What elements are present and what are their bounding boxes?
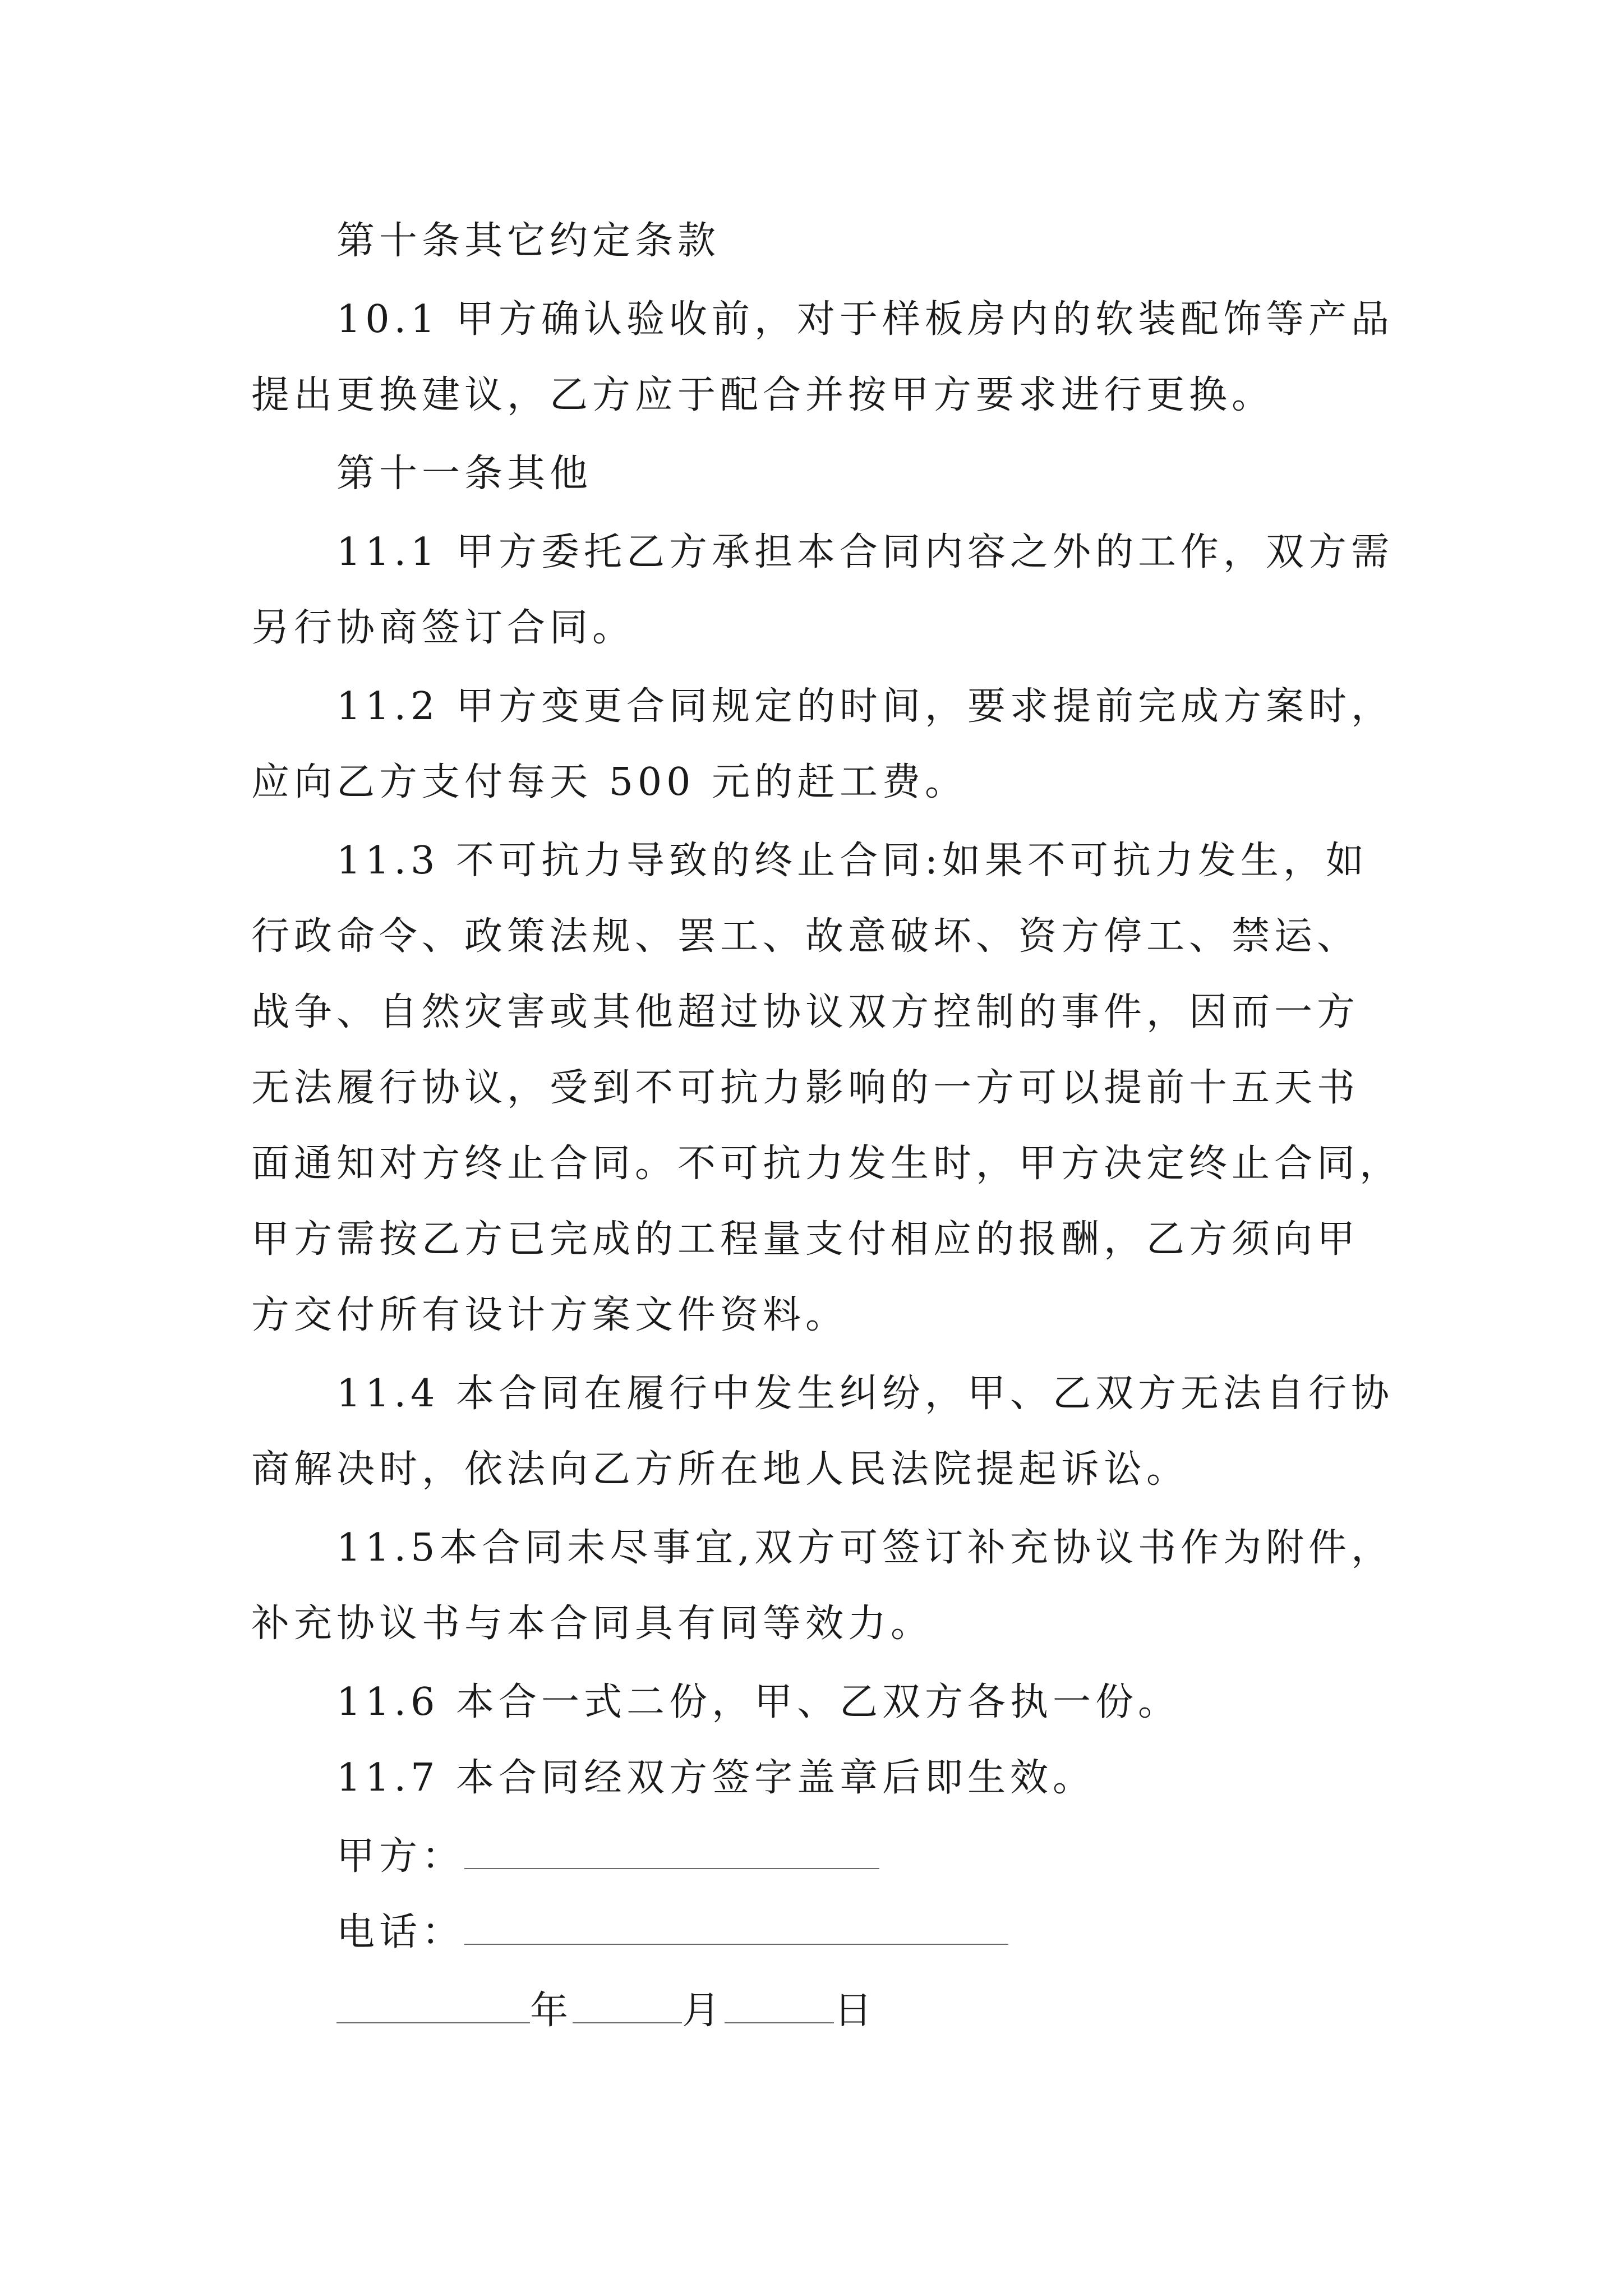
clause-11-3-line-6: 甲方需按乙方已完成的工程量支付相应的报酬，乙方须向甲 [251,1217,1360,1262]
phone-row [336,1907,1008,1958]
clause-11-5-line-1: 11.5本合同未尽事宜,双方可签订补充协议书作为附件， [336,1526,1394,1570]
year-blank[interactable] [336,1989,530,2023]
section-10-heading: 第十条其它约定条款 [336,219,721,263]
clause-11-7: 11.7 本合同经双方签字盖章后即生效。 [336,1756,1096,1800]
clause-10-1-line-1: 10.1 甲方确认验收前，对于样板房内的软装配饰等产品 [336,297,1394,342]
clause-11-5-line-2: 补充协议书与本合同具有同等效力。 [251,1602,934,1646]
day-label: 日 [834,1989,877,2033]
clause-11-3-line-4: 无法履行协议，受到不可抗力影响的一方可以提前十五天书 [251,1066,1360,1110]
phone-blank[interactable] [464,1910,1008,1945]
month-label: 月 [682,1989,725,2033]
day-blank[interactable] [725,1989,834,2023]
section-11-heading: 第十一条其他 [336,452,593,496]
clause-11-3-line-5: 面通知对方终止合同。不可抗力发生时，甲方决定终止合同， [251,1142,1403,1186]
clause-11-3-line-7: 方交付所有设计方案文件资料。 [251,1293,849,1337]
date-row [336,1986,877,2036]
party-a-label: 甲方： [336,1834,465,1879]
clause-10-1-line-2: 提出更换建议，乙方应于配合并按甲方要求进行更换。 [251,373,1275,417]
clause-11-3-line-3: 战争、自然灾害或其他超过协议双方控制的事件，因而一方 [251,990,1360,1034]
clause-11-1-line-2: 另行协商签订合同。 [251,606,635,650]
party-a-row [336,1832,879,1882]
clause-11-3-line-2: 行政命令、政策法规、罢工、故意破坏、资方停工、禁运、 [251,914,1360,959]
phone-label: 电话： [336,1910,465,1954]
clause-11-4-line-2: 商解决时，依法向乙方所在地人民法院提起诉讼。 [251,1447,1189,1492]
clause-11-2-line-2: 应向乙方支付每天 500 元的赶工费。 [251,760,968,804]
clause-11-1-line-1: 11.1 甲方委托乙方承担本合同内容之外的工作，双方需 [336,530,1394,574]
clause-11-3-line-1: 11.3 不可抗力导致的终止合同:如果不可抗力发生，如 [336,839,1368,883]
clause-11-6: 11.6 本合一式二份，甲、乙双方各执一份。 [336,1680,1181,1724]
month-blank[interactable] [573,1989,682,2023]
clause-11-2-line-1: 11.2 甲方变更合同规定的时间，要求提前完成方案时， [336,684,1394,729]
year-label: 年 [530,1989,573,2033]
party-a-blank[interactable] [464,1834,879,1869]
clause-11-4-line-1: 11.4 本合同在履行中发生纠纷，甲、乙双方无法自行协 [336,1372,1394,1416]
